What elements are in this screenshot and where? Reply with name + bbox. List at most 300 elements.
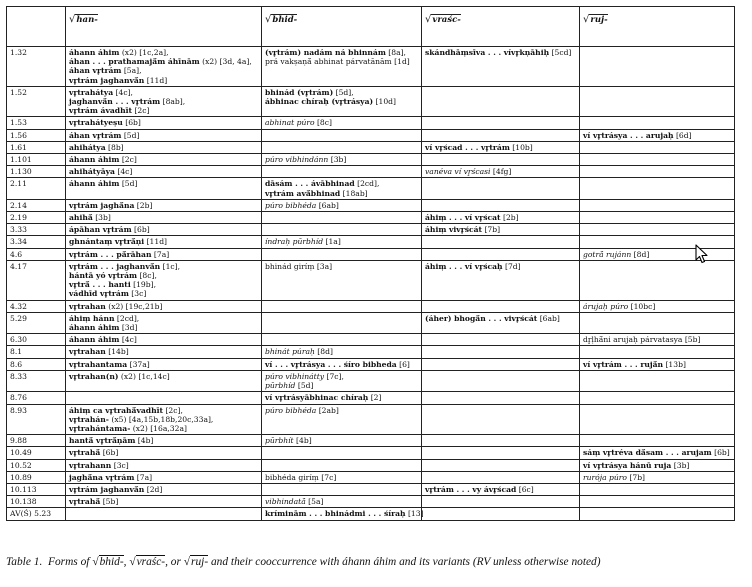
vrasc-cell [422, 312, 580, 333]
vrasc-cell [422, 129, 580, 141]
cell-text: prá vakṣaṇā́ abhinat párvatānām [1d] [265, 57, 410, 67]
cell-text: púro vibhinátty [265, 371, 325, 381]
cell-text: áhann áhim [69, 48, 120, 57]
cell-text: [6ab] [316, 200, 339, 210]
cell-text: [8d] [631, 249, 650, 259]
cell-text: (vr̥trám) nadám ná bhinnám [265, 48, 386, 57]
han-cell [66, 334, 262, 346]
cell-text: vr̥trā́ . . . hanti [69, 280, 131, 290]
cell-line [69, 57, 258, 66]
cell-text: [4c] [119, 335, 137, 345]
cell-line [265, 179, 418, 188]
cell-line [69, 167, 258, 176]
cell-text: [6b] [122, 118, 141, 128]
cell-text: dāsám . . . ávābhinad [265, 179, 355, 189]
cell-text: vibhindatā́ [265, 497, 306, 507]
ref-cell: 6.30 [7, 334, 66, 346]
cell-line [69, 213, 258, 222]
cell-text: ví vr̥trásya . . . arujaḥ [583, 130, 674, 140]
cell-line [583, 473, 731, 482]
cell-text: [5d] [119, 179, 138, 189]
ruj-cell [580, 260, 735, 300]
cell-text: [2b] [134, 200, 153, 210]
bhid-cell [262, 248, 422, 260]
han-cell [66, 129, 262, 141]
caption-root-vrasc: vraśc- [136, 556, 166, 568]
cell-text: hantā́ vr̥trā́ṇām [69, 436, 136, 446]
ruj-cell [580, 404, 735, 435]
ref-cell: 10.89 [7, 471, 66, 483]
ref-cell: 3.33 [7, 224, 66, 236]
cell-line [583, 360, 731, 369]
vrasc-cell [422, 224, 580, 236]
cell-text: sáṃ vr̥tréva dā́sam . . . arujam [583, 448, 712, 458]
cell-line [583, 131, 731, 140]
cell-text: [3b] [92, 213, 111, 223]
bhid-cell [262, 508, 422, 520]
cell-text: áhann áhim [69, 179, 120, 189]
cell-line [265, 381, 418, 390]
han-cell [66, 154, 262, 166]
cell-text: [7a] [151, 249, 170, 259]
cell-text: [2b] [500, 213, 519, 223]
ruj-cell [580, 447, 735, 459]
cell-line [69, 131, 258, 140]
table-row [7, 471, 735, 483]
ref-cell: 4.32 [7, 300, 66, 312]
table-row [7, 236, 735, 248]
ref-cell: 10.138 [7, 496, 66, 508]
caption-post: and their cooccurrence with áhann áhim and its variants (RV unless otherwise noted) [210, 556, 601, 568]
cell-text: púro bibhéda [265, 200, 317, 210]
vrasc-cell [422, 370, 580, 391]
cell-text: áhiṃ . . . ví vr̥ścaḥ [425, 261, 503, 271]
cell-line [425, 213, 576, 222]
cell-text: (áher) bhogā́n . . . vivr̥ścát [425, 313, 538, 323]
table-row [7, 86, 735, 117]
ref-cell: 10.113 [7, 483, 66, 495]
cell-text: [2cd], [354, 179, 380, 189]
cell-line [265, 372, 418, 381]
ref-cell: 8.1 [7, 346, 66, 358]
bhid-cell [262, 483, 422, 495]
cell-text: ví vr̥ścad . . . vr̥trám [425, 142, 510, 152]
cell-line [69, 155, 258, 164]
ref-cell: 5.29 [7, 312, 66, 333]
ref-cell: 2.11 [7, 178, 66, 199]
table-row [7, 166, 735, 178]
cell-text: [13] [405, 509, 424, 519]
han-cell [66, 483, 262, 495]
cell-line [265, 436, 418, 445]
vrasc-cell [422, 86, 580, 117]
bhid-cell [262, 358, 422, 370]
ruj-cell [580, 199, 735, 211]
cell-line [425, 314, 576, 323]
cell-text: [6c] [516, 484, 534, 494]
vrasc-cell [422, 447, 580, 459]
ruj-cell [580, 154, 735, 166]
cell-text: [5a], [121, 66, 142, 76]
table-row [7, 224, 735, 236]
ruj-cell [580, 459, 735, 471]
cell-text: jaghā́na vr̥trám [69, 472, 135, 482]
cell-text: vr̥trahátyeṣu [69, 118, 123, 128]
cell-line [69, 436, 258, 445]
vrasc-cell [422, 154, 580, 166]
cell-line [69, 289, 258, 298]
cell-text: jaghanvā́n . . . vr̥trám [69, 97, 161, 107]
ruj-cell [580, 212, 735, 224]
cell-text: [8c] [314, 118, 332, 128]
cell-line [583, 448, 731, 457]
cell-text: kríminām . . . bhinádmi . . . śíraḥ [265, 509, 406, 519]
cell-text: pūrbhíd [265, 381, 296, 391]
table-caption [6, 554, 746, 570]
cell-text: vr̥trám avā́bhinad [265, 188, 341, 198]
han-cell [66, 346, 262, 358]
han-cell [66, 435, 262, 447]
cell-line [69, 302, 258, 311]
cell-text: hántā yó vr̥trám [69, 271, 138, 281]
cell-line [265, 509, 424, 519]
cell-text: áhiṃ . . . ví vr̥ścat [425, 213, 501, 223]
cell-text: [11d] [144, 237, 168, 247]
cell-text: dr̥ḷhā́ni arujaḥ párvatasya [5b] [583, 335, 701, 345]
cell-text: vr̥trahan [69, 347, 106, 357]
cell-text: ahihā́ [69, 213, 93, 223]
cell-text: [14b] [105, 347, 129, 357]
bhid-cell [262, 236, 422, 248]
cell-text: [7b] [482, 225, 501, 235]
cell-text: abhinat púro [265, 118, 315, 128]
han-cell [66, 236, 262, 248]
ref-cell: 1.101 [7, 154, 66, 166]
vrasc-cell [422, 471, 580, 483]
caption-radical-2: √ [129, 556, 136, 568]
cell-text: ví vr̥trásyābhinac chíraḥ [265, 393, 369, 403]
cell-text: (x2) [1c,14c] [118, 371, 170, 381]
caption-pre: Forms of [48, 556, 90, 568]
cell-line [425, 167, 576, 176]
ruj-cell [580, 248, 735, 260]
vrasc-cell [422, 404, 580, 435]
bhid-cell [262, 154, 422, 166]
cell-line [69, 424, 258, 433]
vrasc-cell [422, 435, 580, 447]
cell-text: vanéva ví vr̥ścasi [425, 167, 491, 177]
cell-line [425, 48, 576, 57]
ruj-cell [580, 435, 735, 447]
bhid-cell [262, 178, 422, 199]
cell-text: vr̥trahann [69, 460, 112, 470]
cell-text: [6b] [131, 225, 150, 235]
bhid-cell [262, 129, 422, 141]
table-row [7, 483, 735, 495]
cell-line [265, 201, 418, 210]
cell-text: [2c] [132, 106, 150, 116]
ruj-cell [580, 496, 735, 508]
ruj-cell [580, 129, 735, 141]
cell-text: [6ab] [537, 313, 560, 323]
ruj-cell [580, 166, 735, 178]
cell-line [69, 323, 258, 332]
cell-line [265, 262, 418, 271]
ruj-cell [580, 392, 735, 404]
cell-line [425, 143, 576, 152]
ref-cell: 9.88 [7, 435, 66, 447]
vrasc-cell [422, 212, 580, 224]
cell-text: [4c] [114, 167, 133, 177]
vrasc-cell [422, 334, 580, 346]
caption-radical-3: √ [183, 556, 191, 568]
ruj-cell [580, 508, 735, 520]
vrasc-cell [422, 260, 580, 300]
table-row [7, 199, 735, 211]
cell-text: [3b] [328, 155, 347, 165]
cell-text: [5b] [100, 497, 119, 507]
ref-cell: 10.49 [7, 447, 66, 459]
table-row [7, 392, 735, 404]
ruj-cell [580, 334, 735, 346]
cell-text: [6] [396, 359, 410, 369]
table-row [7, 141, 735, 153]
cell-text: [4fg] [490, 167, 512, 177]
cell-text: [2cd], [114, 313, 140, 323]
ref-cell: 1.56 [7, 129, 66, 141]
cell-line [69, 461, 258, 470]
cell-text: (x5) [4a,15b,18b,20c,33a], [108, 414, 214, 424]
cell-line [265, 360, 418, 369]
cell-text: [7d] [502, 261, 521, 271]
cell-text: ápāhan vr̥trám [69, 225, 132, 235]
bhid-cell [262, 86, 422, 117]
table-row [7, 248, 735, 260]
cell-text: bhinád giríṃ [3a] [265, 261, 333, 271]
ref-cell: 4.17 [7, 260, 66, 300]
cell-text: vr̥trám . . . vy ávr̥ścad [425, 484, 517, 494]
cell-line [69, 143, 258, 152]
cell-text: [10bc] [628, 301, 656, 311]
han-cell [66, 404, 262, 435]
cell-line [69, 347, 258, 356]
ref-cell: 8.33 [7, 370, 66, 391]
caption-sep-1: , [123, 556, 127, 568]
bhid-cell [262, 370, 422, 391]
cell-text: ahihátya [69, 142, 106, 152]
bhid-cell [262, 404, 422, 435]
ruj-cell [580, 471, 735, 483]
cell-text: áhann áhim [69, 155, 120, 165]
cell-text: áhann áhim [69, 323, 120, 333]
vrasc-cell [422, 248, 580, 260]
cell-text: áhiṃ hánn [69, 313, 115, 323]
cell-text: áhann áhim [69, 335, 120, 345]
han-cell [66, 212, 262, 224]
header-vrasc: √vraśc- [422, 7, 580, 47]
table-row [7, 260, 735, 300]
cell-line [265, 497, 418, 506]
cell-text: gotrā́ rujánn [583, 249, 632, 259]
ruj-cell [580, 86, 735, 117]
forms-table [6, 6, 735, 521]
table-row [7, 435, 735, 447]
han-cell [66, 117, 262, 129]
bhid-cell [262, 459, 422, 471]
cell-text: áhiṃ vivr̥ścát [425, 225, 483, 235]
cell-line [69, 335, 258, 344]
cell-text: [5d], [333, 87, 354, 97]
cell-text: vr̥trám jaghanvā́n [69, 75, 145, 85]
cell-text: [8d] [314, 347, 333, 357]
bhid-cell [262, 260, 422, 300]
cell-text: [7a] [134, 472, 153, 482]
cell-text: [8b] [105, 142, 124, 152]
cell-line [69, 225, 258, 234]
table-row [7, 447, 735, 459]
cell-line [69, 250, 258, 259]
ruj-cell [580, 47, 735, 87]
cell-text: áhiṃ ca vr̥trahā́vadhīt [69, 405, 164, 415]
han-cell [66, 248, 262, 260]
cell-line [69, 201, 258, 210]
ruj-cell [580, 358, 735, 370]
cell-text: [2ab] [316, 405, 339, 415]
bhid-cell [262, 334, 422, 346]
cell-text: [10d] [373, 97, 396, 107]
cell-text: vr̥trám jaghā́na [69, 200, 135, 210]
cell-text: [8ab], [160, 97, 186, 107]
cell-text: [18ab] [340, 188, 368, 198]
han-cell [66, 459, 262, 471]
han-cell [66, 178, 262, 199]
cell-line [265, 88, 418, 97]
cell-line [265, 155, 418, 164]
ref-cell: 1.52 [7, 86, 66, 117]
cell-text: bhinát púraḥ [265, 347, 315, 357]
cell-text: áhan vr̥trám [69, 130, 122, 140]
cell-text: vr̥trahan [69, 301, 106, 311]
bhid-cell [262, 435, 422, 447]
cell-text: vr̥trahán- [69, 414, 109, 424]
han-cell [66, 312, 262, 333]
cell-text: vr̥trahā́ [69, 448, 101, 458]
cell-line [69, 88, 258, 97]
ref-cell: 1.53 [7, 117, 66, 129]
han-cell [66, 358, 262, 370]
cell-text: [37a] [127, 359, 150, 369]
cell-line [265, 393, 418, 402]
han-cell [66, 471, 262, 483]
cell-text: (x2) [3d, 4a], [199, 57, 252, 67]
cell-line [265, 237, 418, 246]
cell-line [265, 406, 418, 415]
ruj-cell [580, 141, 735, 153]
table-row [7, 404, 735, 435]
table-row [7, 129, 735, 141]
ref-cell: AV(Ś) 5.23 [7, 508, 66, 520]
cell-text: vr̥trám . . . pā́rāhan [69, 249, 152, 259]
han-cell [66, 300, 262, 312]
cell-text: vr̥trahantama [69, 359, 128, 369]
han-cell [66, 508, 262, 520]
vrasc-cell [422, 117, 580, 129]
han-cell [66, 392, 262, 404]
cell-text: [3d] [119, 323, 138, 333]
ref-cell: 2.14 [7, 199, 66, 211]
bhid-cell [262, 224, 422, 236]
ruj-cell [580, 312, 735, 333]
cell-line [69, 271, 258, 280]
cell-text: pūrbhít [265, 436, 294, 446]
cell-text: vr̥trahántama- [69, 423, 131, 433]
table-row [7, 212, 735, 224]
vrasc-cell [422, 508, 580, 520]
cell-line [69, 106, 258, 115]
cell-line [265, 473, 418, 482]
cell-text: [5cd] [549, 48, 572, 57]
table-row [7, 300, 735, 312]
cell-text: áhan . . . prathamajā́m áhīnām [69, 57, 200, 67]
ref-cell: 2.19 [7, 212, 66, 224]
table-row [7, 346, 735, 358]
table-row [7, 312, 735, 333]
cell-text: [5a] [305, 497, 324, 507]
cell-text: [8c], [137, 271, 157, 281]
cell-line [69, 497, 258, 506]
cell-line [265, 97, 418, 106]
cell-text: vádhīd vr̥trám [69, 289, 129, 299]
caption-radical-1: √ [92, 556, 99, 568]
cell-text: [4b] [135, 436, 154, 446]
ruj-cell [580, 300, 735, 312]
caption-root-bhid: bhid- [99, 556, 124, 568]
cell-text: [7c], [324, 371, 344, 381]
cell-line [583, 335, 731, 344]
cell-text: [5d] [295, 381, 314, 391]
cell-line [69, 360, 258, 369]
cell-text: (x2) [19c,21b] [105, 301, 163, 311]
vrasc-cell [422, 178, 580, 199]
cell-text: ví vr̥trám . . . rujā́n [583, 359, 664, 369]
cell-text: [10b] [509, 142, 533, 152]
ref-cell: 8.93 [7, 404, 66, 435]
cell-line [425, 485, 576, 494]
cell-text: [2d] [144, 484, 163, 494]
cell-text: vr̥trahan(n) [69, 371, 119, 381]
table-row [7, 370, 735, 391]
cell-text: [2] [368, 393, 382, 403]
han-cell [66, 141, 262, 153]
cell-line [69, 66, 258, 75]
cell-text: [6b] [711, 448, 730, 458]
cell-text: ví . . . vr̥trásya . . . śíro bibheda [265, 359, 397, 369]
cell-text: (x2) [16a,32a] [130, 423, 187, 433]
caption-label: Table 1. [6, 556, 43, 568]
bhid-cell [262, 346, 422, 358]
cell-text: [6b] [100, 448, 119, 458]
bhid-cell [262, 166, 422, 178]
ref-cell: 1.61 [7, 141, 66, 153]
cell-text: vr̥trahátya [69, 87, 114, 97]
table-row [7, 334, 735, 346]
vrasc-cell [422, 166, 580, 178]
cell-line [265, 57, 418, 66]
cell-line [69, 97, 258, 106]
table-row [7, 47, 735, 87]
table-row [7, 117, 735, 129]
ruj-cell [580, 370, 735, 391]
